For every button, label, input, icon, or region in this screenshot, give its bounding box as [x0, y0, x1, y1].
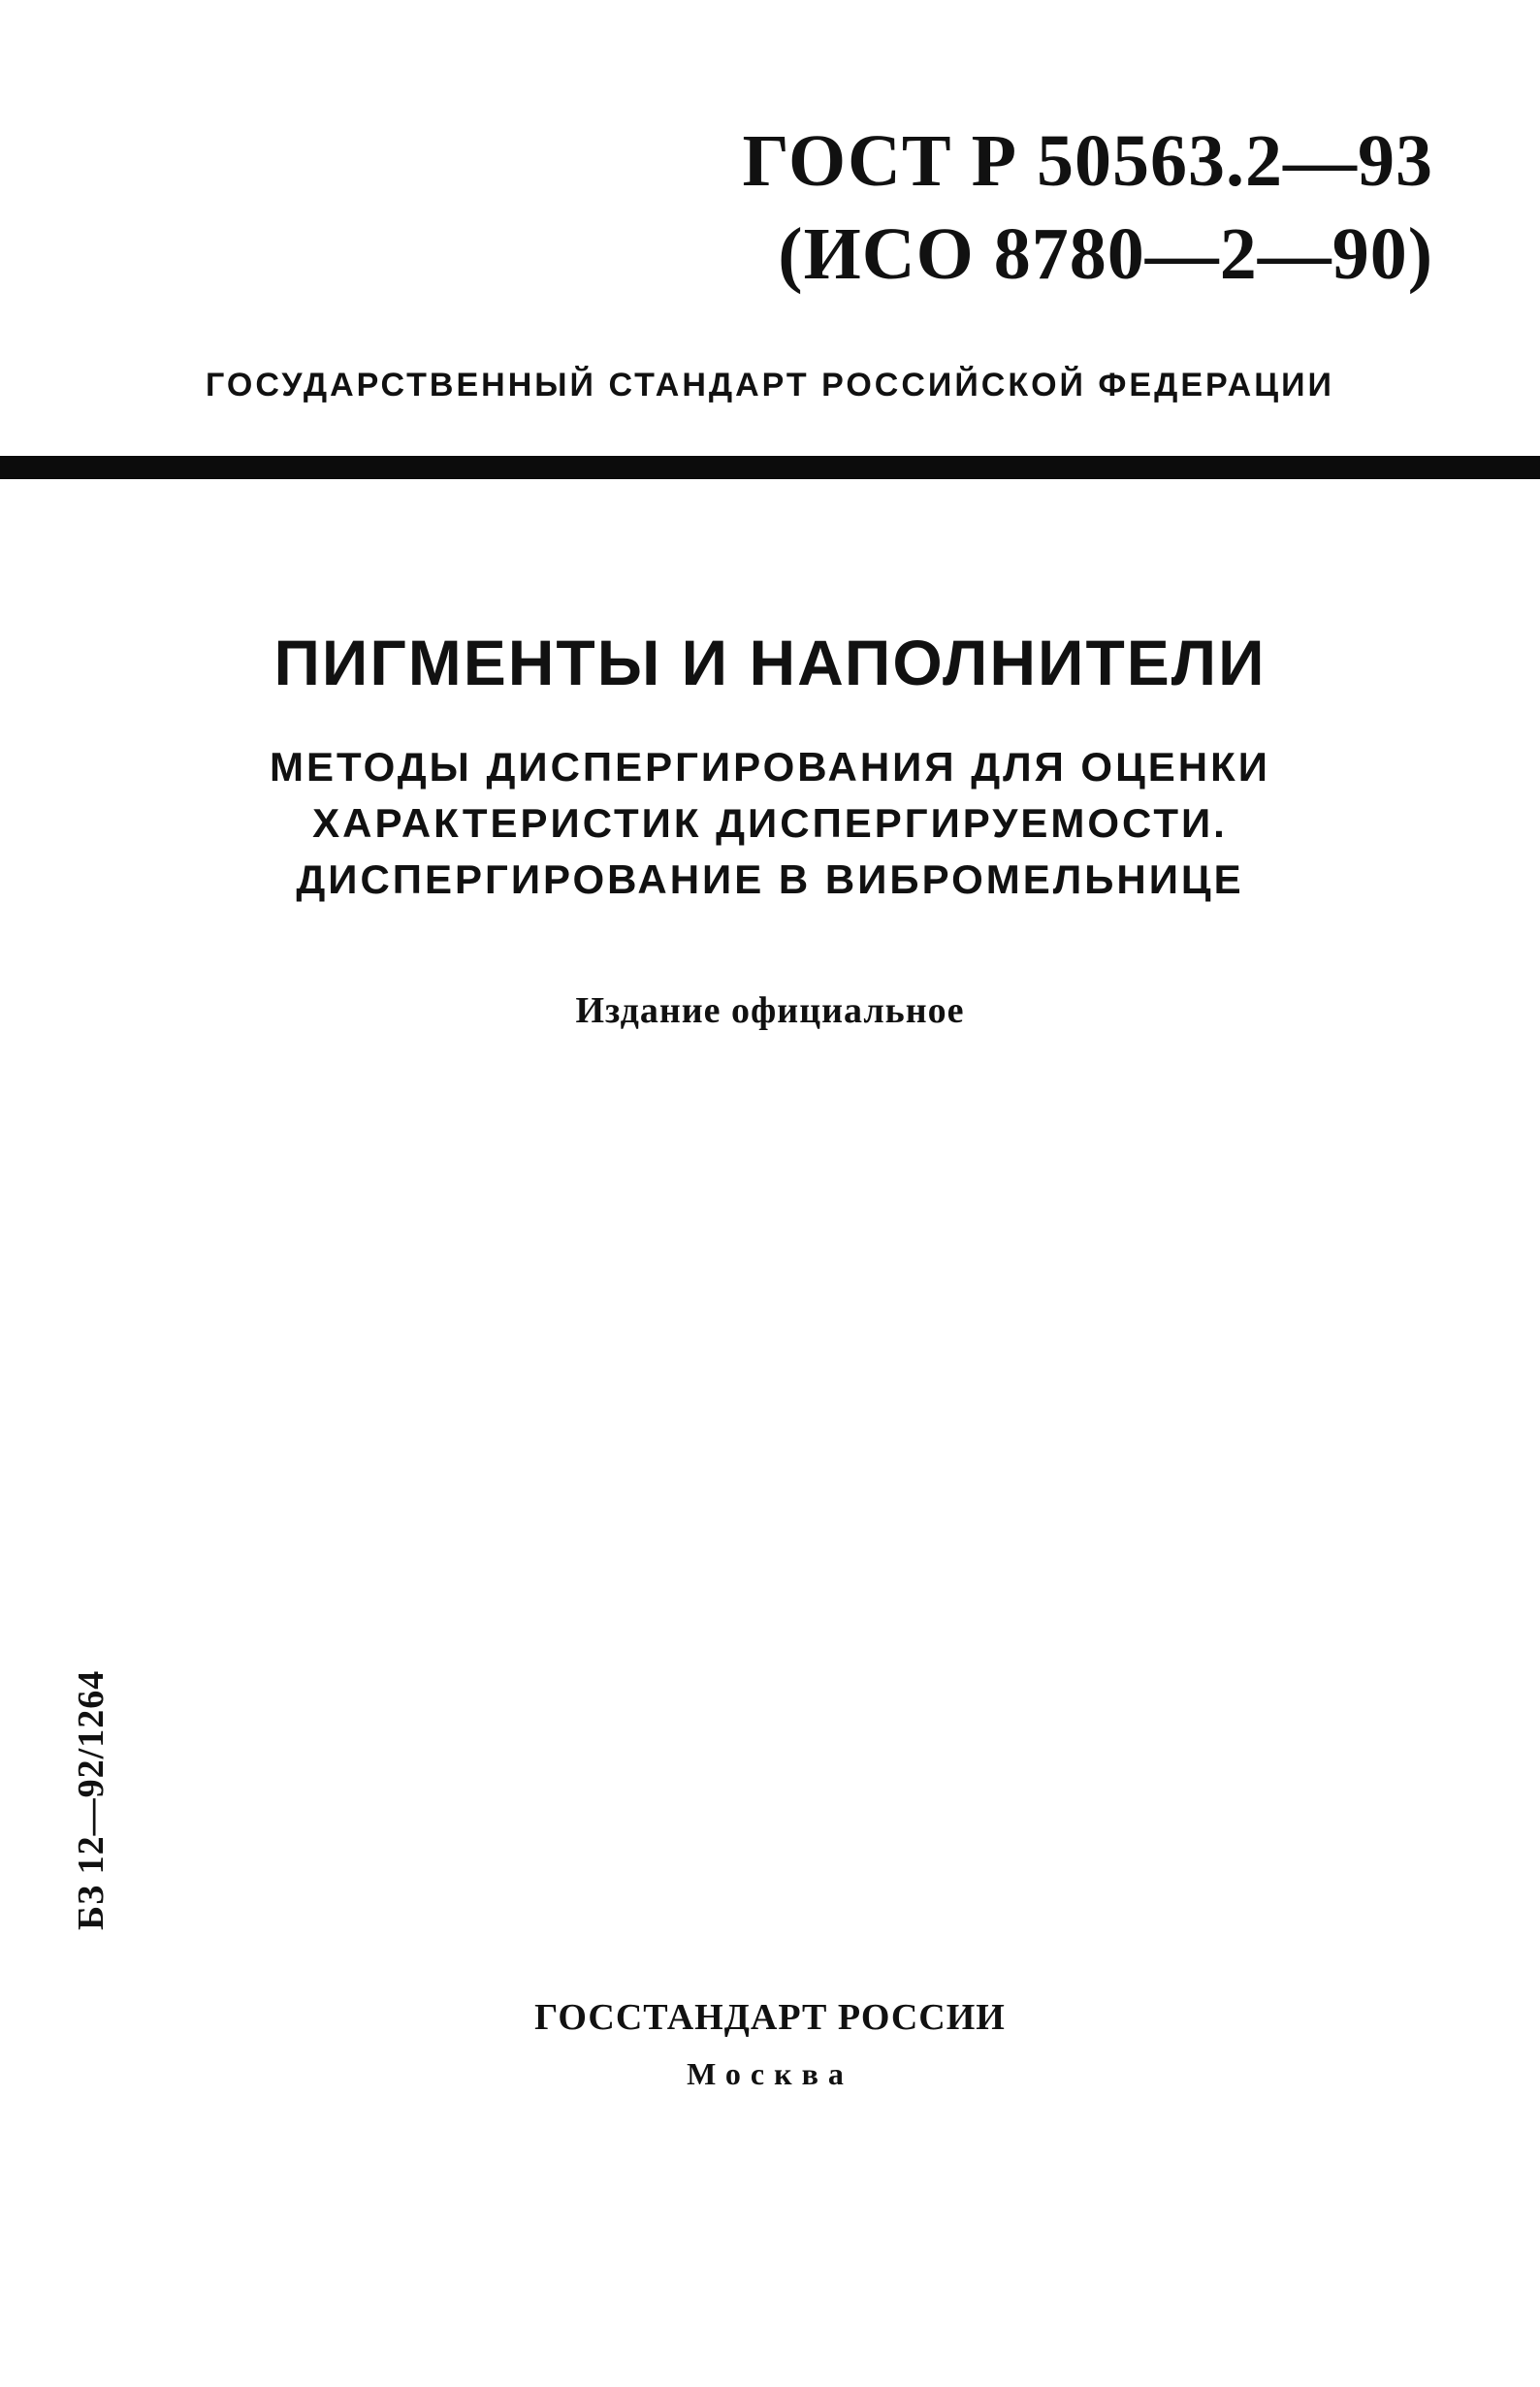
- edition-label: Издание официальное: [575, 990, 965, 1031]
- document-title: ПИГМЕНТЫ И НАПОЛНИТЕЛИ: [273, 627, 1267, 698]
- publication-city: Москва: [687, 2056, 853, 2091]
- side-code: БЗ 12—92/1264: [71, 1669, 112, 1930]
- subtitle-line: ДИСПЕРГИРОВАНИЕ В ВИБРОМЕЛЬНИЦЕ: [296, 856, 1244, 902]
- standard-type: ГОСУДАРСТВЕННЫЙ СТАНДАРТ РОССИЙСКОЙ ФЕДЕРАЦИИ: [206, 367, 1334, 403]
- iso-reference: (ИСО 8780—2—90): [778, 213, 1433, 295]
- subtitle-line: ХАРАКТЕРИСТИК ДИСПЕРГИРУЕМОСТИ.: [312, 800, 1228, 846]
- header-divider: [0, 456, 1540, 479]
- document-subtitle: [0, 739, 1540, 908]
- subtitle-line: МЕТОДЫ ДИСПЕРГИРОВАНИЯ ДЛЯ ОЦЕНКИ: [270, 744, 1270, 790]
- gost-designation-block: [742, 114, 1433, 301]
- gost-designation: ГОСТ Р 50563.2—93: [742, 120, 1433, 202]
- publisher: ГОССТАНДАРТ РОССИИ: [534, 1997, 1006, 2038]
